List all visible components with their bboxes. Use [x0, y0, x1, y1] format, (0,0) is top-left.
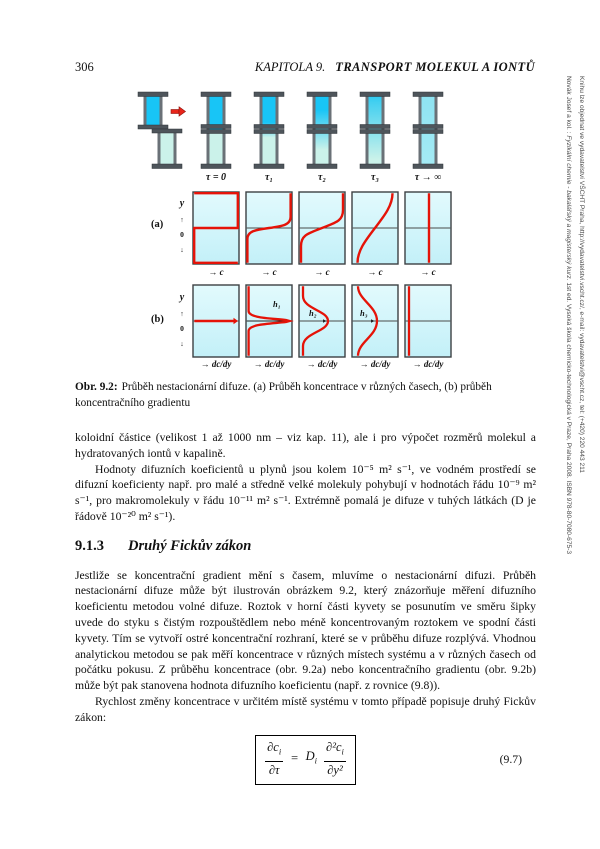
tube-tau-1 [254, 92, 284, 169]
paragraph-4: Rychlost změny koncentrace v určitém místě systému v tomto případě popisuje druhý Fickův zákon: [75, 694, 536, 724]
arrow-right-icon: → [200, 359, 210, 369]
arrow-right-icon: → [420, 267, 430, 277]
figure-caption-label: Obr. 9.2: [75, 381, 118, 393]
section-number: 9.1.3 [75, 537, 104, 554]
arrow-down-icon: ↓ [180, 339, 184, 348]
arrow-right-icon: → [359, 359, 369, 369]
section-title: Druhý Fickův zákon [128, 537, 252, 554]
panel-a-tau-3 [352, 192, 398, 264]
lhs-fraction: $\frac{\partial c_i}{\partial\tau}$ [267, 739, 282, 777]
panel-b-tau-3 [352, 285, 398, 357]
equation-row [75, 737, 536, 783]
dcdy-axis-label: → dc/dy [359, 359, 391, 369]
arrow-up-icon: ↑ [180, 215, 184, 224]
page-number: 306 [75, 60, 94, 74]
tau-label-2: τ₂ [318, 172, 326, 183]
arrow-right-icon: → [412, 359, 422, 369]
body-text [75, 430, 536, 783]
section-heading [75, 539, 536, 555]
row-b-label: (b) [151, 314, 164, 325]
figure-caption [75, 380, 535, 411]
tube-initial-offset [138, 92, 186, 169]
page-header [75, 60, 535, 75]
row-a-y-axis: y ↑ 0 ↓ [179, 198, 185, 254]
peak-label-h3: h₃ [360, 308, 368, 318]
c-axis-label: → c [420, 267, 436, 277]
chapter-title: TRANSPORT MOLEKUL A IONTŮ [335, 60, 535, 74]
dcdy-axis-label: → dc/dy [253, 359, 285, 369]
c-axis-label: → c [208, 267, 224, 277]
tau-label-0: τ = 0 [205, 172, 227, 183]
citation-line-2: Knihu lze objednat ve vydavatelství VŠCHT Praha, http://vydavatelstvi.vscht.cz/, e-mail: vydavatelstvi@vscht.cz, tel: (+420) 220 443 211 [578, 76, 585, 473]
ficks-second-law-equation [255, 735, 356, 785]
chapter-label: KAPITOLA 9. [254, 60, 326, 74]
equals-sign: = [290, 751, 299, 766]
panel-b-tau-infinity [405, 285, 451, 357]
panel-a-tau-1 [246, 192, 292, 264]
figure-caption-text: Průběh nestacionární difuze. (a) Průběh koncentrace v různých časech, (b) průběh koncentračního gradientu [75, 381, 492, 409]
tube-tau-2 [307, 92, 337, 169]
arrow-right-icon: → [314, 267, 324, 277]
arrow-right-icon: → [261, 267, 271, 277]
c-axis-label: → c [367, 267, 383, 277]
dcdy-axis-label: → dc/dy [412, 359, 444, 369]
arrow-right-icon: → [208, 267, 218, 277]
rhs-fraction: $\frac{\partial^2c_i}{\text{∂y²}}$ [326, 739, 344, 777]
row-a-label: (a) [151, 219, 164, 230]
arrow-down-icon: ↓ [180, 245, 184, 254]
equation-number: (9.7) [499, 752, 522, 766]
tube-tau-infinity [413, 92, 443, 169]
peak-label-h2: h₂ [309, 308, 317, 318]
chapter-header [255, 60, 535, 75]
tube-tau-0 [201, 92, 231, 169]
panel-a-tau-2 [299, 192, 345, 264]
panel-a-tau-0 [193, 192, 239, 264]
c-axis-label: → c [314, 267, 330, 277]
arrow-right-icon: → [306, 359, 316, 369]
paragraph-2: Hodnoty difuzních koeficientů u plynů jsou kolem 10⁻⁵ m² s⁻¹, ve vodném prostředí se difuzní koeficienty např. pro malé a středně velké molekuly pohybují v hodnotách řádu 10⁻⁹ m² s⁻¹, pro makromolekuly v řádu 10⁻¹¹ m² s⁻¹. Extrémně pomalá je difuze v tuhých látkách (D je řádově 10⁻²⁰ m² s⁻¹). [75, 462, 536, 523]
peak-label-h1: h₁ [273, 299, 281, 309]
c-axis-label: → c [261, 267, 277, 277]
shift-arrow-icon [171, 107, 186, 116]
tube-tau-3 [360, 92, 390, 169]
dcdy-axis-label: → dc/dy [306, 359, 338, 369]
citation-line-1: Novák Josef a kol. : Fyzikální chemie - bakalářský a magisterský kurz. 1st ed. Vysoká škola chemicko-technologická v Praze, Praha 2008. ISBN 978-80-7080-675-3 [565, 76, 572, 555]
sidebar-citation [562, 76, 588, 836]
figure-9-2 [75, 88, 535, 378]
paragraph-3: Jestliže se koncentrační gradient mění s časem, mluvíme o nestacionární difuzi. Průběh nestacionární difuze může být ilustrován obrázkem 9.2, který znázorňuje měření difuzního koeficientu metodou volné difuze. Roztok v horní části kyvety se posunutím ve směru šipky uvede do styku s čistým rozpouštědlem nebo méně koncentrovaným roztokem ve spodní části kyvety. Tím se vytvoří ostré koncentrační rozhraní, které se v průběhu difuze rozplývá. Vhodnou analytickou metodou se pak měří koncentrace v různých místech systému a v různých časech od počátku pokusu. Z průběhu koncentrace (obr. 9.2a) nebo koncentračního gradientu (obr. 9.2b) může být pak stanovena hodnota difuzního koeficientu (např. z rovnice (9.8)). [75, 568, 536, 693]
diffusion-coefficient: $D_i$ [305, 748, 318, 766]
dcdy-axis-label: → dc/dy [200, 359, 232, 369]
arrow-right-icon: → [253, 359, 263, 369]
panel-b-tau-1 [246, 285, 292, 357]
panel-a-tau-infinity [405, 192, 451, 264]
panel-b-tau-0 [193, 285, 239, 357]
arrow-up-icon: ↑ [180, 309, 184, 318]
arrow-right-icon: → [367, 267, 377, 277]
row-b-y-axis: y ↑ 0 ↓ [179, 292, 185, 348]
tau-label-1: τ₁ [265, 172, 273, 183]
tau-label-4: τ → ∞ [414, 172, 442, 183]
diffusion-figure-svg [75, 88, 535, 378]
paragraph-1: koloidní částice (velikost 1 až 1000 nm – viz kap. 11), ale i pro výpočet rozměrů molekul a hydratovaných iontů v kapalině. [75, 431, 536, 460]
panel-b-tau-2 [299, 285, 345, 357]
tau-label-3: τ₃ [371, 172, 379, 183]
